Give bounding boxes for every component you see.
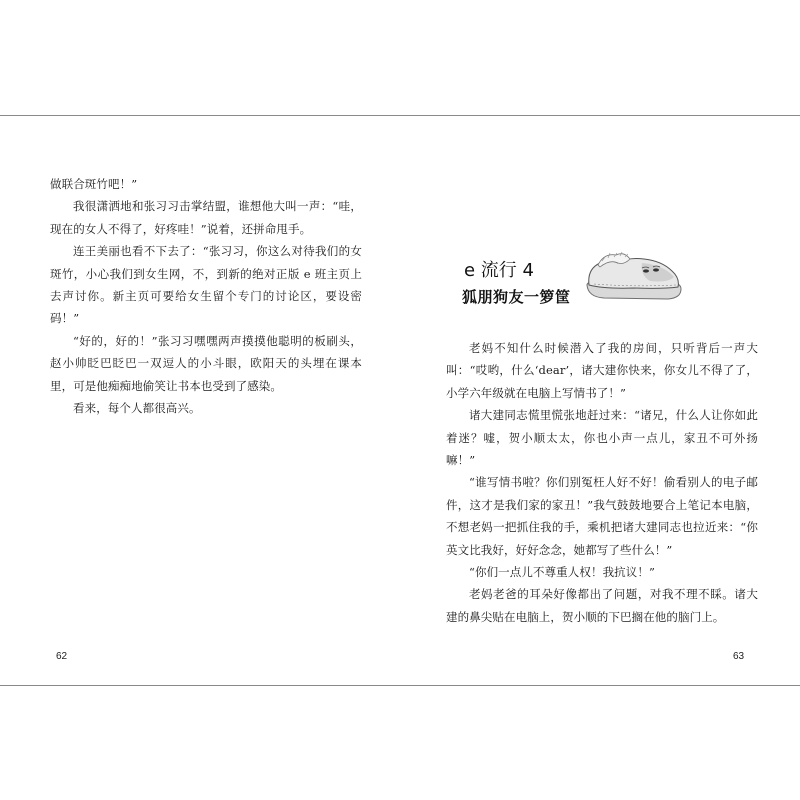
- paragraph: 看来，每个人都很高兴。: [73, 401, 201, 416]
- chapter-heading: [462, 248, 762, 328]
- slipper-illustration: [584, 245, 684, 303]
- page-number-right: 63: [733, 651, 745, 662]
- paragraph: 老妈老爸的耳朵好像都出了问题，对我不理不睬。诸大建的鼻尖贴在电脑上，贺小顺的下巴搁在他的脑门上。: [446, 587, 758, 624]
- paragraph: 诸大建同志慌里慌张地赶过来：“诸兄，什么人让你如此着迷？嘘，贺小顺太太，你也小声一点儿，家丑不可外扬嘛！”: [446, 408, 758, 468]
- paragraph: “你们一点儿不尊重人权！我抗议！”: [469, 565, 655, 580]
- right-page-body: [446, 337, 758, 628]
- slipper-eye-right: [653, 268, 659, 271]
- top-rule: [0, 115, 800, 116]
- paragraph: 我很潇洒地和张习习击掌结盟，谁想他大叫一声：“哇，现在的女人不得了，好疼哇！”说着，还拼命甩手。: [50, 199, 362, 236]
- left-page-body: [50, 173, 362, 419]
- paragraph: 做联合斑竹吧！”: [50, 177, 138, 191]
- slipper-eye-left: [643, 269, 649, 272]
- paragraph: 连王美丽也看不下去了：“张习习，你这么对待我们的女斑竹，小心我们到女生网，不，到新的绝对正版 e 班主页上去声讨你。新主页可要给女生留个专门的讨论区，要设密码！”: [50, 244, 362, 326]
- paragraph: “好的，好的！”张习习嘿嘿两声摸摸他聪明的板刷头，赵小帅眨巴眨巴一双逗人的小斗眼，欧阳天的头埋在课本里，可是他痴痴地偷笑让书本也受到了感染。: [50, 333, 362, 393]
- paragraph: 老妈不知什么时候潜入了我的房间，只听背后一声大叫：“哎哟，什么‘dear’，诸大建你快来，你女儿不得了了，小学六年级就在电脑上写情书了！”: [446, 341, 758, 400]
- bottom-rule: [0, 685, 800, 686]
- page-number-left: 62: [56, 651, 68, 662]
- chapter-title: 狐朋狗友一箩筐: [462, 288, 571, 306]
- paragraph: “谁写情书啦？你们别冤枉人好不好！偷看别人的电子邮件，这才是我们家的家丑！”我气鼓鼓地要合上笔记本电脑，不想老妈一把抓住我的手，乘机把诸大建同志也拉近来：“你英文比我好，好好念念，她都写了些什么！”: [446, 475, 758, 557]
- chapter-label: e 流行 4: [464, 260, 534, 281]
